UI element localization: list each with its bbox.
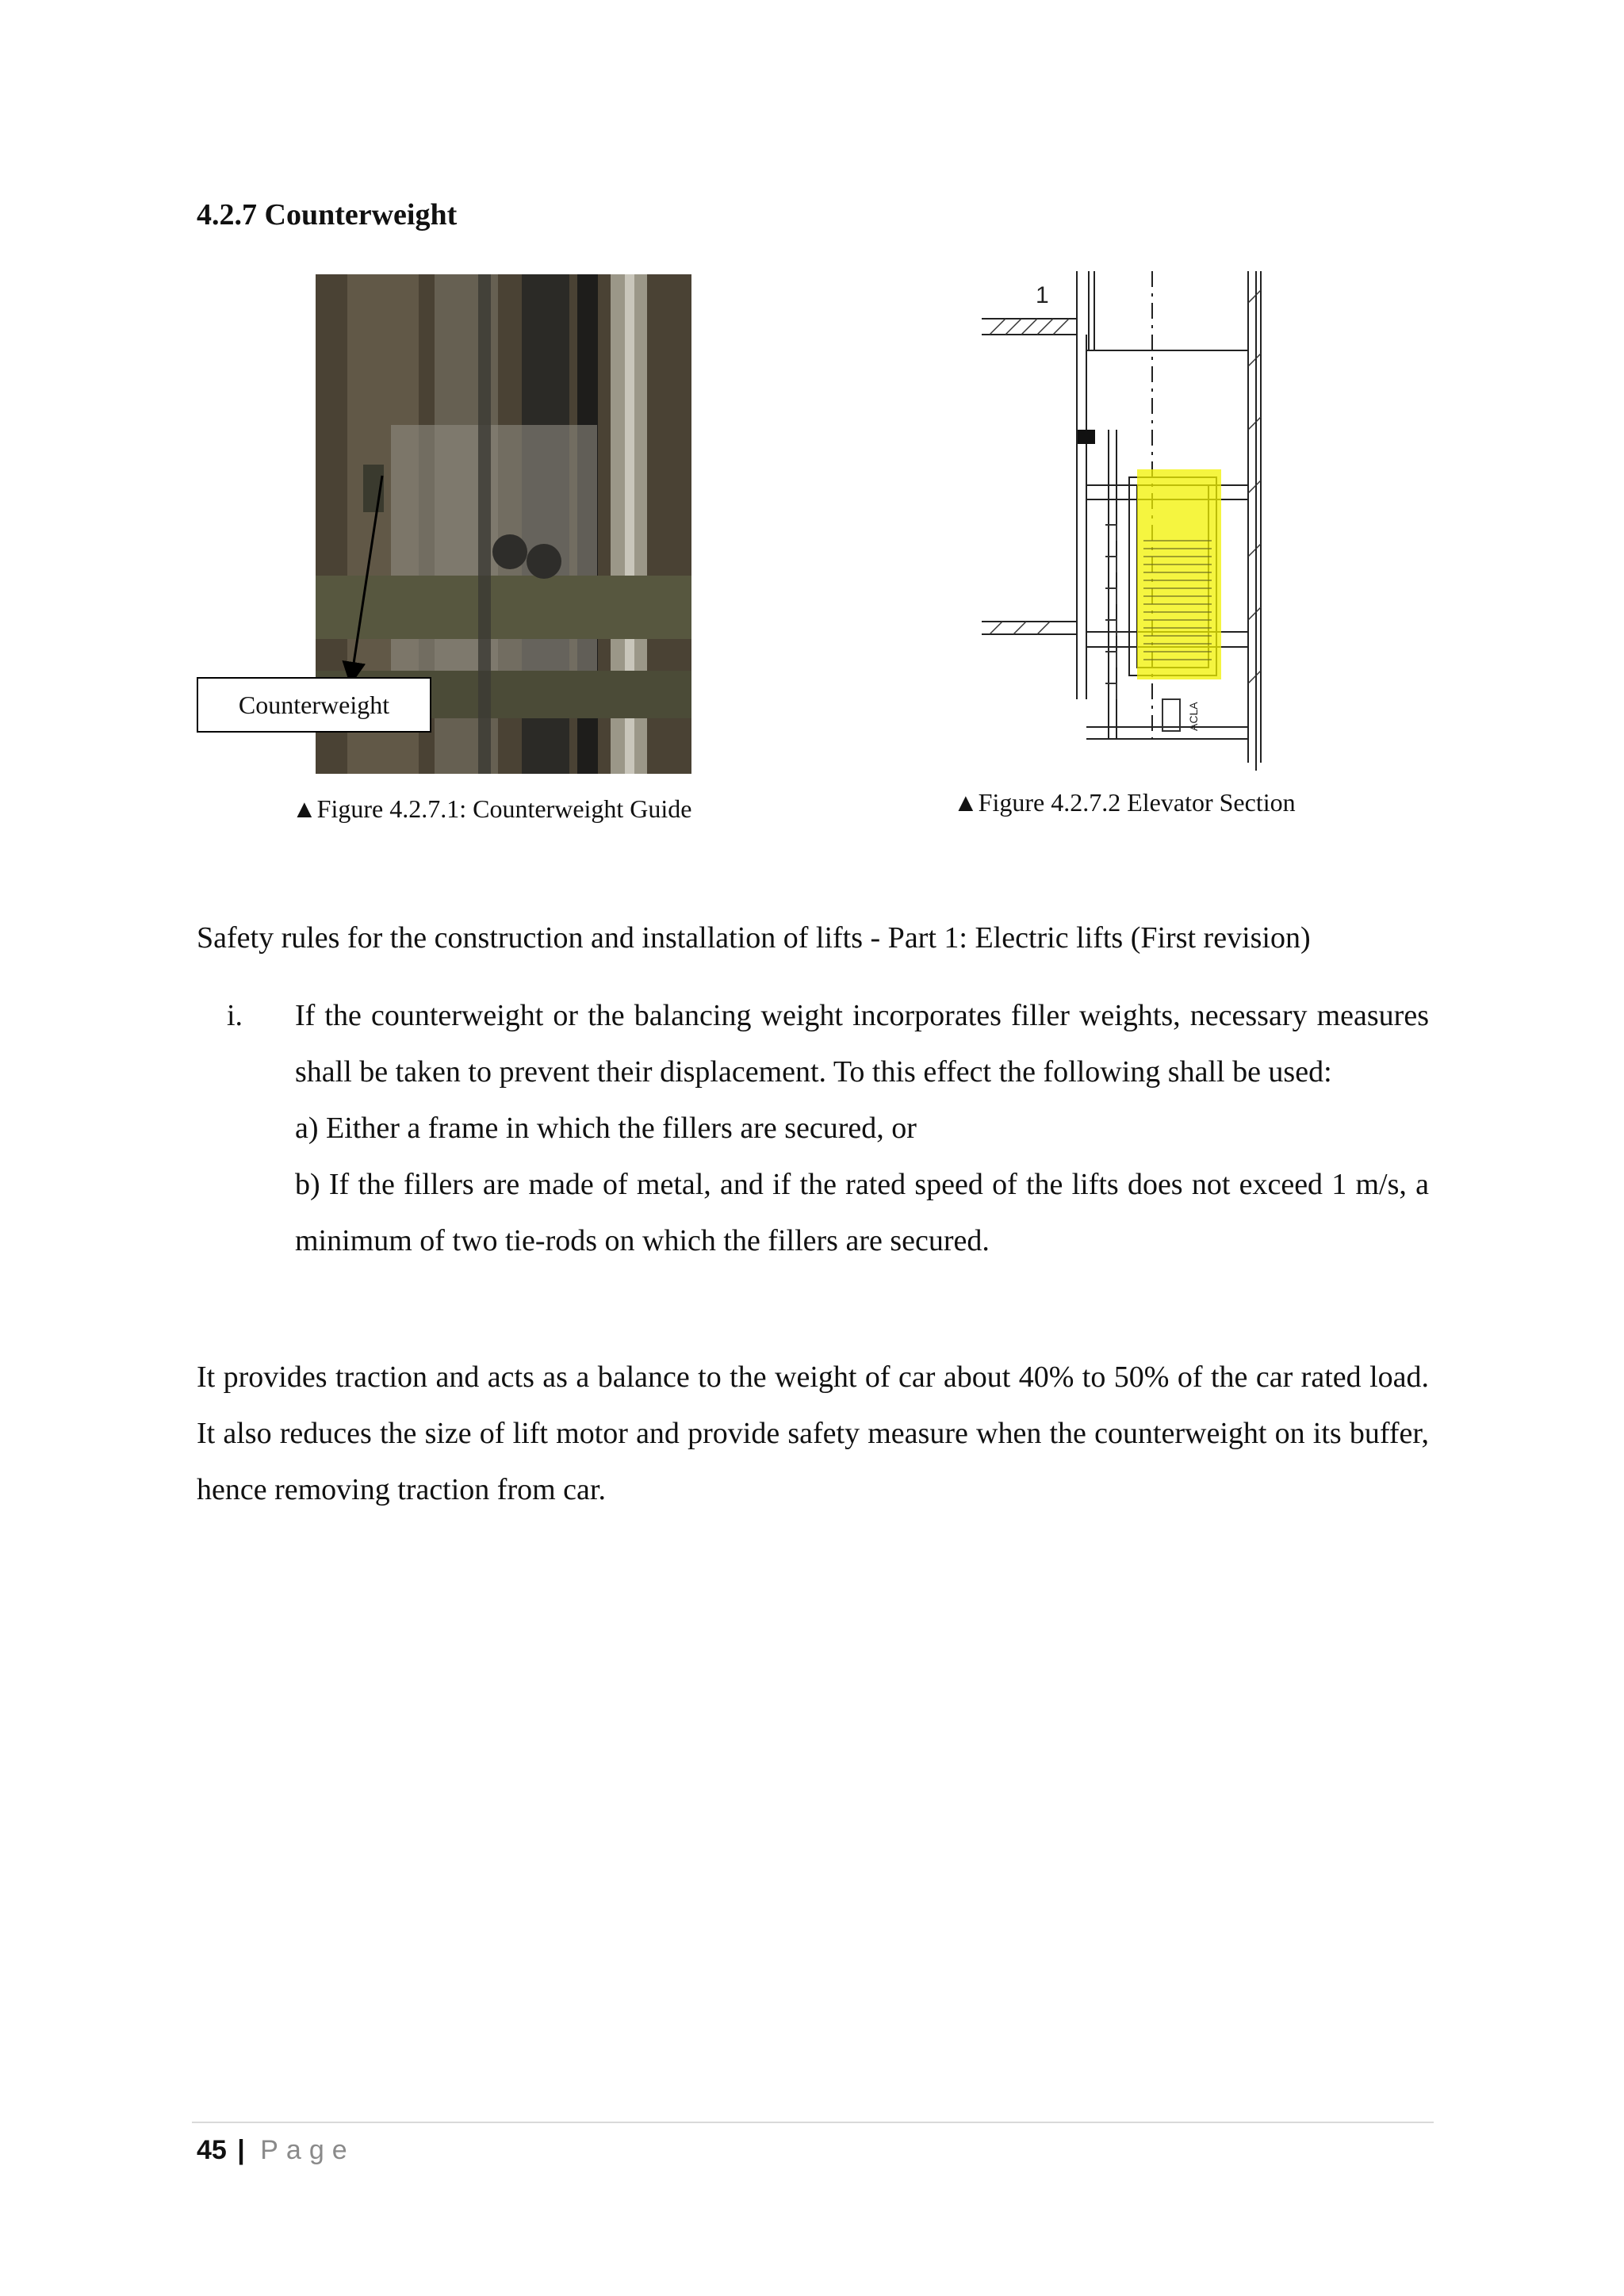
body-paragraph: It provides traction and acts as a balance to the weight of car about 40% to 50% of the car rated load. It also reduces the size of lift motor and provide safety measure when the counterweight on its buffer, hence removing traction from car. xyxy=(197,1360,1429,1506)
counterweight-callout-label: Counterweight xyxy=(197,677,431,733)
footer-divider xyxy=(192,2122,1434,2123)
footer-separator: | xyxy=(237,2135,245,2165)
intro-paragraph: Safety rules for the construction and installation of lifts - Part 1: Electric lifts (First revision) xyxy=(197,921,1311,955)
figure-caption-2: ▲Figure 4.2.7.2 Elevator Section xyxy=(953,788,1296,817)
page-footer xyxy=(197,2133,355,2168)
section-heading: 4.2.7 Counterweight xyxy=(197,198,458,232)
drawing-label: 1 xyxy=(1036,282,1049,308)
list-marker: i. xyxy=(227,999,243,1032)
list-sub-item-b: b) If the fillers are made of metal, and if the rated speed of the lifts does not exceed 1 m/s, a minimum of two tie-rods on which the fillers are secured. xyxy=(295,1168,1429,1257)
page-word: Page xyxy=(260,2135,355,2165)
drawing-small-label: ACLA xyxy=(1187,702,1200,731)
elevator-section-drawing xyxy=(974,271,1280,771)
list-item-text: If the counterweight or the balancing weight incorporates filler weights, necessary measures shall be taken to prevent their displacement. To this effect the following shall be used: xyxy=(295,999,1429,1089)
page-number: 45 xyxy=(197,2135,227,2165)
elevator-section-diagram xyxy=(974,271,1280,771)
list-item xyxy=(295,988,1429,1269)
figure-caption-1: ▲Figure 4.2.7.1: Counterweight Guide xyxy=(292,794,692,823)
list-sub-item-a: a) Either a frame in which the fillers are secured, or xyxy=(295,1112,917,1145)
